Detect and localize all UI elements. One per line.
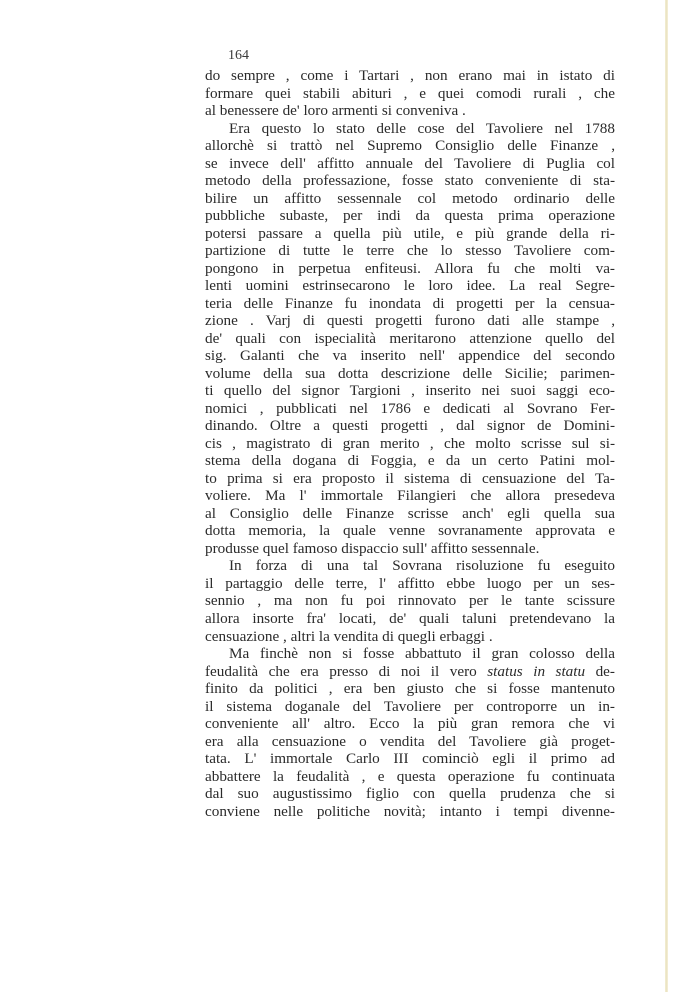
text-line: dal suo augustissimo figlio con quella prudenza che si — [205, 785, 615, 803]
text-line: Ma finchè non si fosse abbattuto il gran colosso della — [229, 645, 615, 663]
text-line: cis , magistrato di gran merito , che molto scrisse sul si- — [205, 434, 615, 452]
text-line: ti quello del signor Targioni , inserito nei suoi saggi eco- — [205, 382, 615, 400]
text-line: pongono in perpetua enfiteusi. Allora fu che molti va- — [205, 259, 615, 277]
text-line: volume della sua dotta descrizione delle Sicilie; parimen- — [205, 364, 615, 382]
text-line: conveniente all' altro. Ecco la più gran remora che vi — [205, 715, 615, 733]
body-text — [205, 67, 615, 820]
text-line: nomici , pubblicati nel 1786 e dedicati al Sovrano Fer- — [205, 399, 615, 417]
text-segment: de- — [585, 662, 615, 680]
text-line: produsse quel famoso dispaccio sull' affitto sessennale. — [205, 539, 540, 557]
text-line: abbattere la feudalità , e questa operazione fu continuata — [205, 767, 615, 785]
text-line: voliere. Ma l' immortale Filangieri che allora presedeva — [205, 487, 615, 505]
book-page — [205, 45, 615, 820]
text-line: do sempre , come i Tartari , non erano mai in istato di — [205, 67, 615, 84]
text-line: metodo della professazione, fosse stato conveniente di sta- — [205, 172, 615, 190]
italic-phrase: status in statu — [487, 662, 586, 680]
text-line: era alla censuazione o vendita del Tavoliere già proget- — [205, 732, 615, 750]
text-line: finito da politici , era ben giusto che si fosse mantenuto — [205, 680, 615, 698]
text-line: bilire un affitto sessennale col metodo ordinario delle — [205, 189, 615, 207]
text-line: de' quali con ispecialità meritarono attenzione quello del — [205, 329, 615, 347]
text-line: Era questo lo stato delle cose del Tavoliere nel 1788 — [229, 119, 615, 137]
text-line: In forza di una tal Sovrana risoluzione fu eseguito — [229, 557, 615, 575]
text-line: censuazione , altri la vendita di quegli erbaggi . — [205, 627, 493, 645]
text-line: pubbliche subaste, per indi da questa prima operazione — [205, 207, 615, 225]
text-line: se invece dell' affitto annuale del Tavoliere di Puglia col — [205, 154, 615, 172]
text-line: sennio , ma non fu poi rinnovato per le tante scissure — [205, 592, 615, 610]
text-line: dinando. Oltre a questi progetti , dal signor de Domini- — [205, 417, 615, 435]
text-segment: feudalità che era presso di noi il vero — [205, 662, 488, 680]
text-line: al Consiglio delle Finanze scrisse anch' egli quella sua — [205, 504, 615, 522]
text-line: il partaggio delle terre, l' affitto ebbe luogo per un ses- — [205, 574, 615, 592]
text-line: allorchè si trattò nel Supremo Consiglio delle Finanze , — [205, 137, 615, 155]
text-line: al benessere de' loro armenti si conveniva . — [205, 102, 466, 120]
text-line: partizione di tutte le terre che lo stesso Tavoliere com- — [205, 242, 615, 260]
text-line: tata. L' immortale Carlo III cominciò egli il primo ad — [205, 750, 615, 768]
text-line: il sistema doganale del Tavoliere per controporre un in- — [205, 697, 615, 715]
text-line: dotta memoria, la quale venne sovranamente approvata e — [205, 522, 615, 540]
text-line: stema della dogana di Foggia, e da un certo Patini mol- — [205, 452, 615, 470]
scan-edge-line — [665, 0, 668, 992]
text-line: formare quei stabili abituri , e quei comodi rurali , che — [205, 84, 615, 102]
text-line: zione . Varj di questi progetti furono dati alle stampe , — [205, 312, 615, 330]
text-line: allora insorte fra' locati, de' quali taluni pretendevano la — [205, 609, 615, 627]
text-line: teria delle Finanze fu inondata di progetti per la censua- — [205, 294, 615, 312]
text-line — [205, 663, 615, 681]
text-line: lenti uomini estrinsecarono le loro idee. La real Segre- — [205, 277, 615, 295]
text-line: sig. Galanti che va inserito nell' appendice del secondo — [205, 347, 615, 365]
text-line: potersi passare a quella più utile, e più grande della ri- — [205, 224, 615, 242]
text-line: to prima si era proposto il sistema di censuazione del Ta- — [205, 469, 615, 487]
page-number: 164 — [228, 48, 249, 63]
text-line: conviene nelle politiche novità; intanto i tempi divenne- — [205, 802, 615, 820]
